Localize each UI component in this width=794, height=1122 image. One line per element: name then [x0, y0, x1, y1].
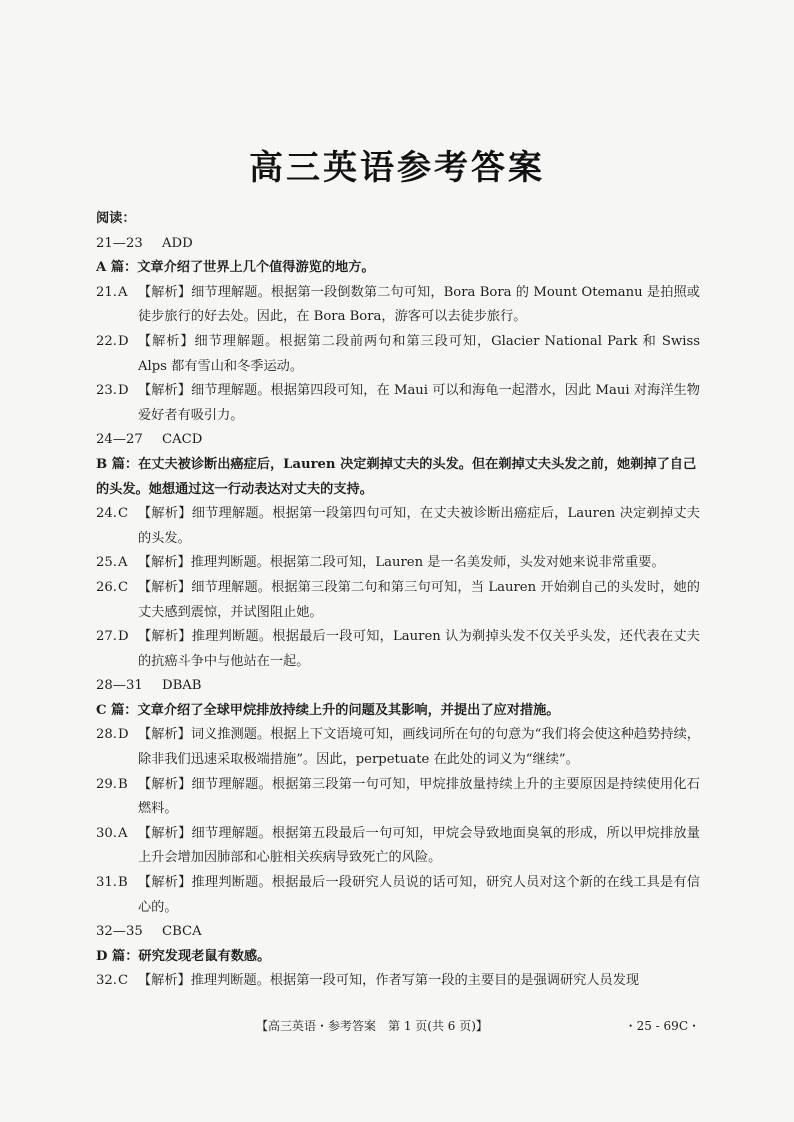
passage-summary: A 篇：文章介绍了世界上几个值得游览的地方。 [96, 260, 375, 276]
explanation-item [96, 871, 700, 920]
question-range: 24—27 [96, 432, 143, 448]
explanation-item [96, 576, 700, 625]
answer-letters: CBCA [162, 924, 202, 940]
page-title: 高三英语参考答案 [249, 148, 545, 188]
passage-summary: C 篇：文章介绍了全球甲烷排放持续上升的问题及其影响，并提出了应对措施。 [96, 702, 560, 718]
explanation-item [96, 773, 700, 822]
explanation-text: 【解析】细节理解题。根据第五段最后一句可知，甲烷会导致地面臭氧的形成，所以甲烷排放量上升会增加因肺部和心脏相关疾病导致死亡的风险。 [138, 825, 700, 866]
explanation-item [96, 625, 700, 674]
explanation-text: 【解析】推理判断题。根据第一段可知，作者写第一段的主要目的是强调研究人员发现 [138, 973, 640, 989]
question-number: 29. [96, 776, 117, 792]
explanation-text: 【解析】细节理解题。根据第二段前两句和第三段可知，Glacier National Park 和 Swiss Alps 都有雪山和冬季运动。 [138, 333, 700, 374]
answer-letter: D [118, 333, 129, 349]
question-number: 28. [96, 727, 117, 743]
question-number: 27. [96, 629, 117, 645]
explanation-item [96, 822, 700, 871]
question-number: 26. [96, 579, 117, 595]
explanation-text: 【解析】推理判断题。根据第二段可知，Lauren 是一名美发师，头发对她来说非常重要。 [138, 555, 665, 571]
explanation-item [96, 379, 700, 428]
explanation-item [96, 551, 700, 576]
answer-letter: D [118, 727, 129, 743]
answer-letter: D [118, 383, 129, 399]
explanation-item [96, 281, 700, 330]
explanation-item [96, 969, 700, 994]
explanation-text: 【解析】细节理解题。根据第一段第四句可知，在丈夫被诊断出癌症后，Lauren 决定剃掉丈夫的头发。 [138, 506, 700, 546]
question-number: 21. [96, 284, 117, 300]
explanation-item [96, 723, 700, 772]
answer-letter: A [118, 284, 128, 300]
answer-letter: D [118, 629, 129, 645]
answer-letter: A [118, 555, 128, 571]
answer-letters: ADD [162, 235, 193, 251]
answer-letter: C [118, 579, 129, 595]
explanation-item [96, 330, 700, 379]
footer-code: ・25 - 69C・ [624, 1019, 700, 1033]
answer-letter: B [118, 875, 128, 891]
question-number: 24. [96, 506, 117, 522]
question-number: 23. [96, 383, 117, 399]
passage-summary: D 篇：研究发现老鼠有数感。 [96, 948, 271, 964]
question-range: 28—31 [96, 678, 143, 694]
answer-letters: DBAB [162, 678, 202, 694]
explanation-text: 【解析】词义推测题。根据上下文语境可知，画线词所在句的句意为“我们将会使这种趋势持续，除非我们迅速采取极端措施”。因此，perpetuate 在此处的词义为“继续”。 [138, 727, 700, 768]
answer-body [96, 207, 700, 994]
answer-letter: C [118, 973, 129, 989]
question-range: 21—23 [96, 235, 143, 251]
answer-key-row [96, 674, 700, 699]
section-label: 阅读： [96, 211, 136, 226]
answer-letter: C [118, 506, 129, 522]
answer-key-row [96, 232, 700, 257]
answer-letters: CACD [162, 432, 203, 448]
question-number: 22. [96, 333, 117, 349]
question-number: 30. [96, 825, 117, 841]
question-number: 32. [96, 973, 117, 989]
question-number: 25. [96, 555, 117, 571]
explanation-text: 【解析】细节理解题。根据第四段可知，在 Maui 可以和海龟一起潜水，因此 Maui 对海洋生物爱好者有吸引力。 [138, 383, 700, 423]
question-number: 31. [96, 875, 117, 891]
explanation-item [96, 502, 700, 551]
explanation-text: 【解析】细节理解题。根据第三段第二句和第三句可知，当 Lauren 开始剃自己的头发时，她的丈夫感到震惊，并试图阻止她。 [138, 579, 700, 620]
question-range: 32—35 [96, 924, 143, 940]
answer-key-row [96, 920, 700, 945]
explanation-text: 【解析】细节理解题。根据第三段第一句可知，甲烷排放量持续上升的主要原因是持续使用化石燃料。 [138, 776, 700, 817]
explanation-text: 【解析】推理判断题。根据最后一段可知，Lauren 认为剃掉头发不仅关乎头发，还代表在丈夫的抗癌斗争中与他站在一起。 [138, 629, 700, 669]
answer-letter: B [118, 776, 128, 792]
passage-summary: B 篇：在丈夫被诊断出癌症后，Lauren 决定剃掉丈夫的头发。但在剃掉丈夫头发之前，她剃掉了自己的头发。她想通过这一行动表达对丈夫的支持。 [96, 456, 697, 497]
explanation-text: 【解析】推理判断题。根据最后一段研究人员说的话可知，研究人员对这个新的在线工具是有信心的。 [138, 875, 700, 915]
answer-letter: A [118, 825, 128, 841]
answer-key-row [96, 428, 700, 453]
footer-page-info: 【高三英语・参考答案 第 1 页(共 6 页)】 [256, 1019, 488, 1033]
explanation-text: 【解析】细节理解题。根据第一段倒数第二句可知，Bora Bora 的 Mount Otemanu 是拍照或徒步旅行的好去处。因此，在 Bora Bora，游客可以去徒步旅行。 [138, 284, 700, 325]
